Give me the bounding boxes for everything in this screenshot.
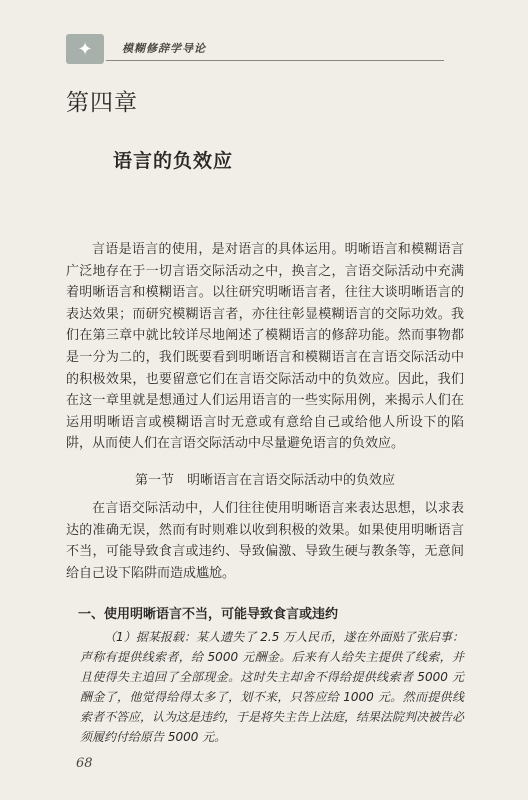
running-header bbox=[66, 28, 446, 68]
page-number: 68 bbox=[76, 756, 93, 771]
section-title: 第一节 明晰语言在言语交际活动中的负效应 bbox=[134, 473, 395, 488]
chapter-number: 第四章 bbox=[66, 90, 138, 116]
series-logo-icon: ✦ bbox=[66, 34, 104, 64]
section-paragraph: 在言语交际活动中，人们往往使用明晰语言来表达思想，以求表达的准确无误，然而有时则难以收到积极的效果。如果使用明晰语言不当，可能导致食言或违约、导致偏激、导致生硬与教条等，无意间给自己设下陷阱而造成尴尬。 bbox=[66, 501, 464, 581]
intro-paragraph: 言语是语言的使用，是对语言的具体运用。明晰语言和模糊语言广泛地存在于一切言语交际活动之中，换言之，言语交际活动中充满着明晰语言和模糊语言。以往研究明晰语言者，往往大谈明晰语言的表达效果；而研究模糊语言者，亦往往彰显模糊语言的交际功效。我们在第三章中就比较详尽地阐述了模糊语言的修辞功能。然而事物都是一分为二的，我们既要看到明晰语言和模糊语言在言语交际活动中的积极效果，也要留意它们在言语交际活动中的负效应。因此，我们在这一章里就是想通过人们运用语言的一些实际用例，来揭示人们在运用明晰语言或模糊语言时无意或有意给自己或给他人所设下的陷阱，从而使人们在言语交际活动中尽量避免语言的负效应。 bbox=[66, 242, 464, 452]
chapter-title: 语言的负效应 bbox=[113, 150, 234, 172]
subsection-title: 一、使用明晰语言不当，可能导致食言或违约 bbox=[78, 607, 339, 622]
example-paragraph: （1）据某报载：某人遗失了 2.5 万人民币，遂在外面贴了张启事：声称有提供线索者，给 5000 元酬金。后来有人给失主提供了线索，并且使得失主追回了全部现金。这时失主却舍不得给提供线索者 5000 元酬金了，他觉得给得太多了，划不来，只答应给 1000 元。然而提供线索者不答应，认为这是违约，于是将失主告上法庭，结果法院判决被告必须履约付给原告 5000 元。 bbox=[80, 630, 465, 744]
book-title: 模糊修辞学导论 bbox=[122, 42, 206, 55]
header-rule bbox=[106, 60, 444, 61]
